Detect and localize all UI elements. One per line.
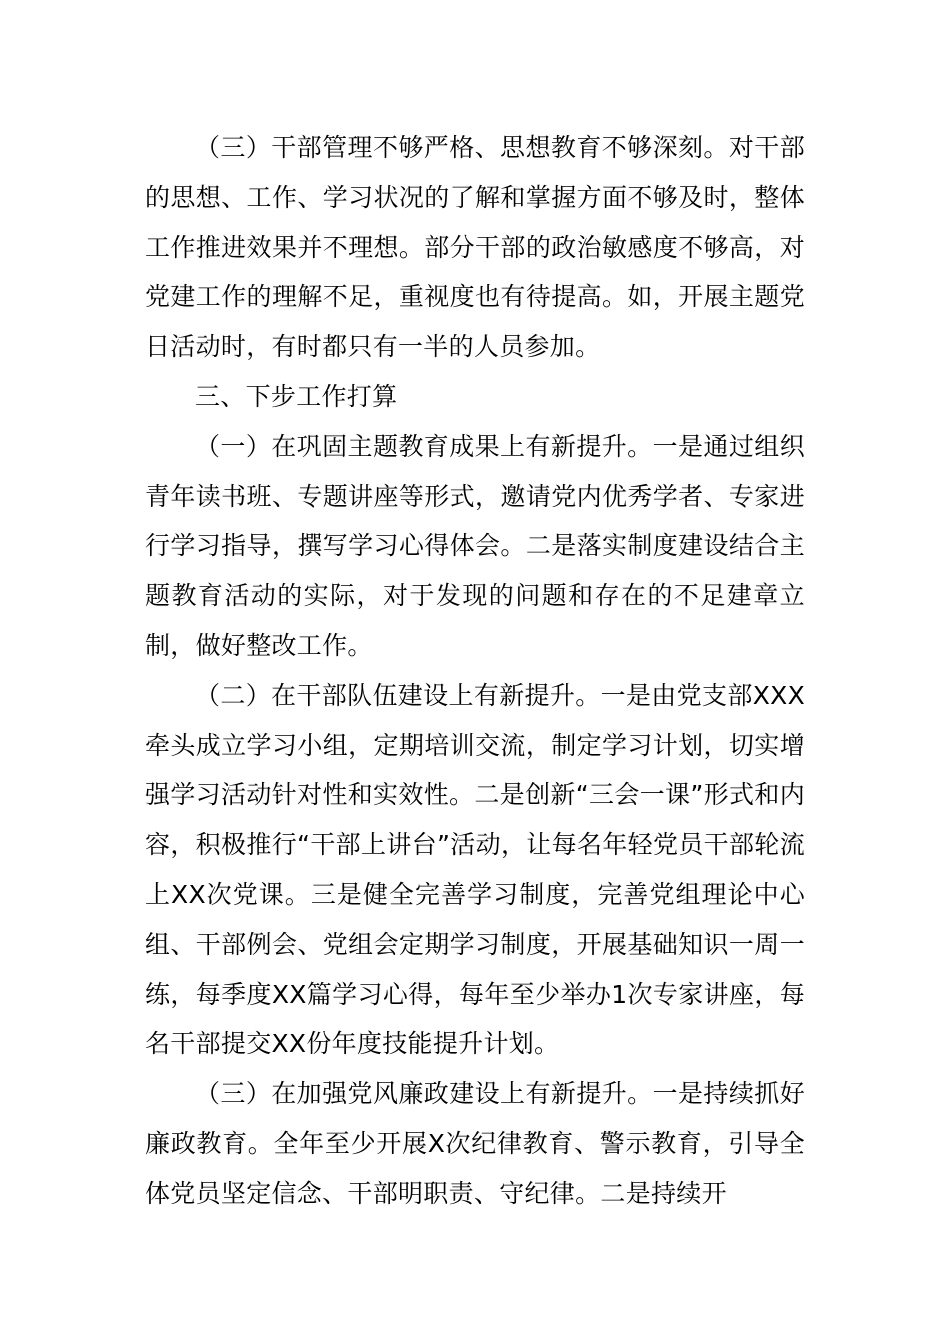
section-heading-next-steps: 三、下步工作打算	[195, 381, 398, 411]
paragraph-theme-education: （一）在巩固主题教育成果上有新提升。一是通过组织青年读书班、专题讲座等形式，邀请党内优秀学者、专家进行学习指导，撰写学习心得体会。二是落实制度建设结合主题教育活动的实际，对于发现的问题和存在的不足建章立制，做好整改工作。	[145, 431, 805, 660]
paragraph-cadre-team-building: （二）在干部队伍建设上有新提升。一是由党支部XXX牵头成立学习小组，定期培训交流，制定学习计划，切实增强学习活动针对性和实效性。二是创新“三会一课”形式和内容，积极推行“干部上讲台”活动，让每名年轻党员干部轮流上XX次党课。三是健全完善学习制度，完善党组理论中心组、干部例会、党组会定期学习制度，开展基础知识一周一练，每季度XX篇学习心得，每年至少举办1次专家讲座，每名干部提交XX份年度技能提升计划。	[145, 680, 805, 1059]
paragraph-cadre-management-issue: （三）干部管理不够严格、思想教育不够深刻。对干部的思想、工作、学习状况的了解和掌握方面不够及时，整体工作推进效果并不理想。部分干部的政治敏感度不够高，对党建工作的理解不足，重视度也有待提高。如，开展主题党日活动时，有时都只有一半的人员参加。	[145, 133, 805, 362]
document-body	[145, 123, 805, 1219]
paragraph-clean-governance: （三）在加强党风廉政建设上有新提升。一是持续抓好廉政教育。全年至少开展X次纪律教育、警示教育，引导全体党员坚定信念、干部明职责、守纪律。二是持续开	[145, 1079, 805, 1208]
